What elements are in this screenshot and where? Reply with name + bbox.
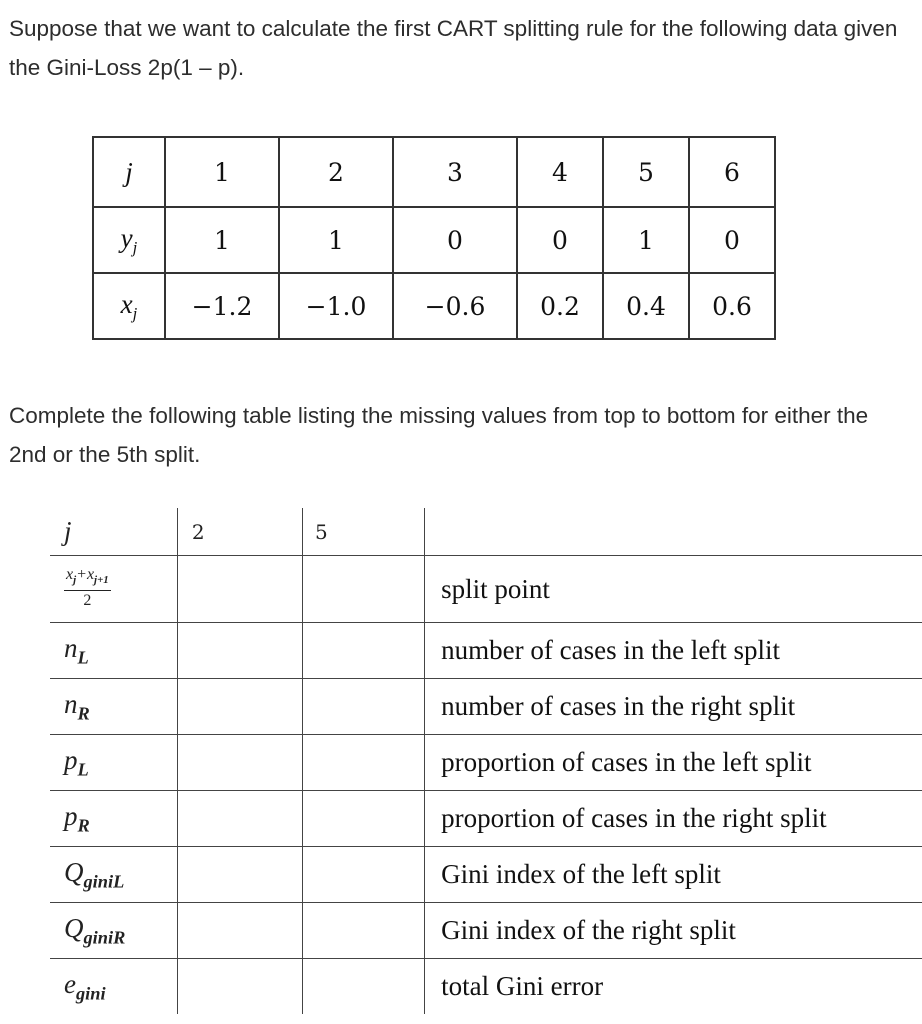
split-table [50,508,922,1014]
split-point-formula [50,556,177,623]
symbol-nL-sub: L [77,647,89,668]
row-pL [50,735,922,791]
desc-nR: number of cases in the right split [425,679,922,735]
row-label-y [93,207,165,273]
answer-cell-2-nL[interactable] [177,623,302,679]
symbol-QginiR-main: Q [64,912,84,943]
symbol-pR [50,791,177,847]
header-desc-empty [425,508,922,556]
answer-cell-5-nL[interactable] [302,623,424,679]
symbol-egini-sub: gini [75,983,106,1004]
cell-j-6: 6 [689,137,775,207]
symbol-egini [50,959,177,1015]
symbol-pL [50,735,177,791]
cell-y-4: 0 [517,207,603,273]
row-pR [50,791,922,847]
cell-x-6: 0.6 [689,273,775,339]
row-label-x-symbol: x [120,288,133,319]
row-QginiR [50,903,922,959]
row-nR [50,679,922,735]
num-x1-sub: j [73,573,77,586]
symbol-QginiR [50,903,177,959]
cell-j-4: 4 [517,137,603,207]
split-header-row [50,508,922,556]
header-col-2: 2 [177,508,302,556]
num-x1: x [66,566,74,584]
data-row-j [93,137,775,207]
cell-y-6: 0 [689,207,775,273]
header-col-5: 5 [302,508,424,556]
answer-cell-5-nR[interactable] [302,679,424,735]
symbol-QginiR-sub: giniR [83,927,126,948]
desc-pL: proportion of cases in the left split [425,735,922,791]
answer-cell-5-pL[interactable] [302,735,424,791]
fraction-numerator [64,566,111,591]
cell-x-1: −1.2 [165,273,279,339]
cell-j-5: 5 [603,137,689,207]
row-egini [50,959,922,1015]
desc-QginiR: Gini index of the right split [425,903,922,959]
instruction-paragraph: Complete the following table listing the missing values from top to bottom for either the 2nd or the 5th split. [9,403,869,467]
row-QginiL [50,847,922,903]
symbol-pL-main: p [64,744,78,775]
answer-cell-2-pL[interactable] [177,735,302,791]
cell-x-5: 0.4 [603,273,689,339]
answer-cell-5-egini[interactable] [302,959,424,1015]
symbol-pL-sub: L [77,759,89,780]
answer-cell-2-QginiR[interactable] [177,903,302,959]
answer-cell-2-egini[interactable] [177,959,302,1015]
desc-nL: number of cases in the left split [425,623,922,679]
answer-cell-2-nR[interactable] [177,679,302,735]
cell-j-1: 1 [165,137,279,207]
desc-split-point: split point [425,556,922,623]
row-label-j: j [93,137,165,207]
symbol-nR-sub: R [77,703,90,724]
split-point-fraction [64,566,111,610]
data-row-x [93,273,775,339]
row-label-y-sub: j [132,237,138,257]
num-x2: x [86,566,95,584]
cell-y-1: 1 [165,207,279,273]
row-label-x [93,273,165,339]
header-symbol-j: j [50,508,177,556]
split-point-row [50,556,922,623]
cell-x-3: −0.6 [393,273,517,339]
answer-cell-5-pR[interactable] [302,791,424,847]
symbol-pR-sub: R [77,815,90,836]
data-row-y [93,207,775,273]
symbol-nL-main: n [64,632,78,663]
symbol-nR [50,679,177,735]
row-label-x-sub: j [132,303,138,323]
desc-pR: proportion of cases in the right split [425,791,922,847]
intro-paragraph: Suppose that we want to calculate the first CART splitting rule for the following data given the Gini-Loss 2p(1 – p). [9,16,898,80]
answer-cell-5-split-point[interactable] [302,556,424,623]
num-x2-sub: j+1 [94,573,109,586]
symbol-nR-main: n [64,688,78,719]
cell-y-2: 1 [279,207,393,273]
symbol-egini-main: e [64,968,76,999]
symbol-pR-main: p [64,800,78,831]
cell-x-2: −1.0 [279,273,393,339]
answer-cell-2-pR[interactable] [177,791,302,847]
row-label-y-symbol: y [120,222,133,253]
desc-QginiL: Gini index of the left split [425,847,922,903]
answer-cell-5-QginiR[interactable] [302,903,424,959]
desc-egini: total Gini error [441,971,604,1001]
answer-cell-2-QginiL[interactable] [177,847,302,903]
num-plus: + [76,566,87,584]
symbol-QginiL-sub: giniL [83,871,125,892]
symbol-QginiL-main: Q [64,856,84,887]
symbol-nL [50,623,177,679]
symbol-QginiL [50,847,177,903]
fraction-denominator: 2 [83,591,92,609]
answer-cell-2-split-point[interactable] [177,556,302,623]
cell-j-2: 2 [279,137,393,207]
row-nL [50,623,922,679]
answer-cell-5-QginiL[interactable] [302,847,424,903]
data-table [92,136,776,340]
cell-j-3: 3 [393,137,517,207]
cell-x-4: 0.2 [517,273,603,339]
cell-y-3: 0 [393,207,517,273]
cell-y-5: 1 [603,207,689,273]
